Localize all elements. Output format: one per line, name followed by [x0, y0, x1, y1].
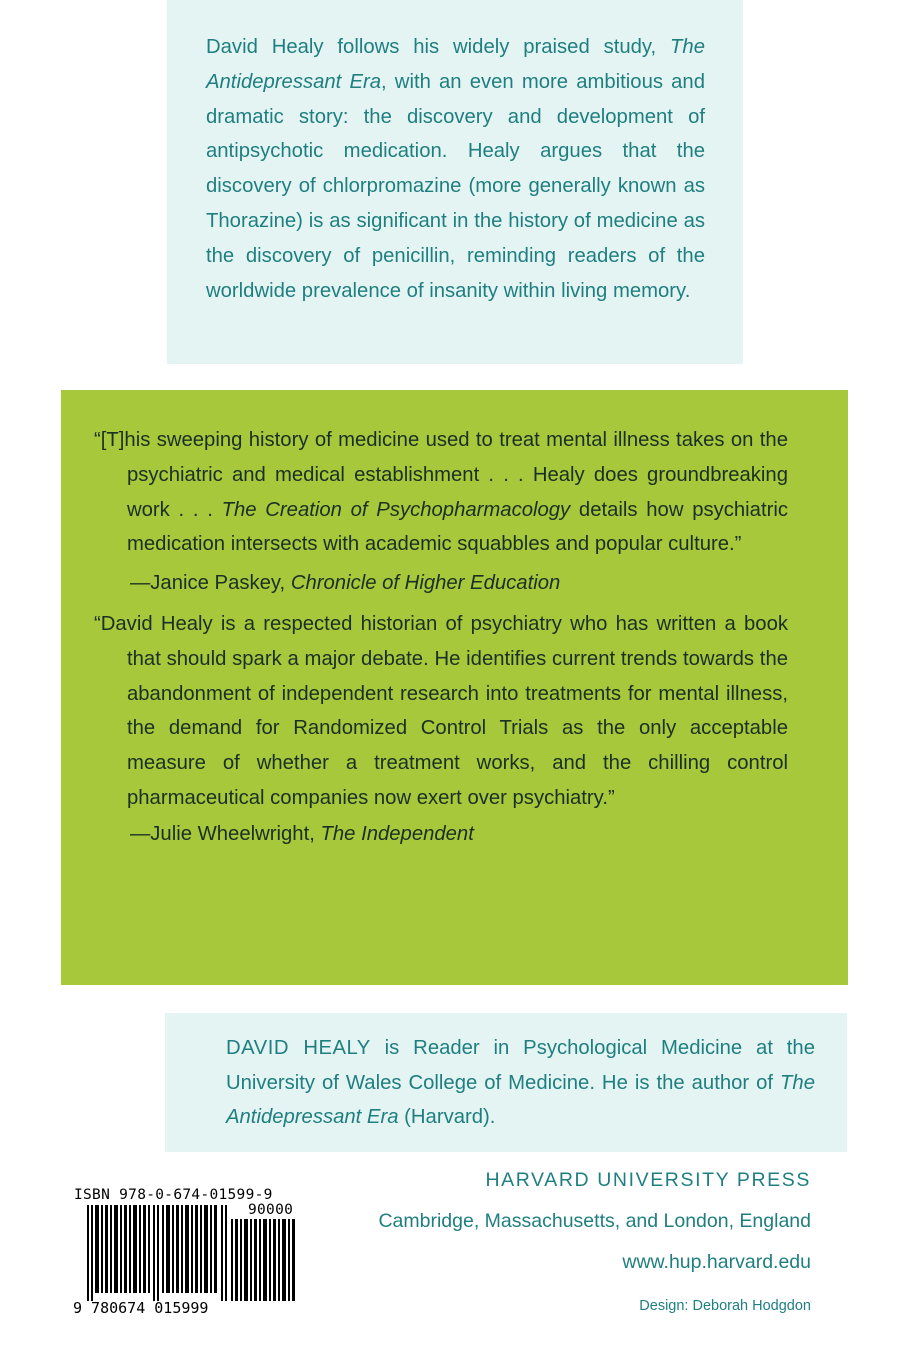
- design-credit: Design: Deborah Hodgdon: [639, 1298, 811, 1314]
- publisher-website: www.hup.harvard.edu: [622, 1251, 811, 1273]
- price-code: 90000: [248, 1202, 294, 1218]
- author-bio-text: DAVID HEALY is Reader in Psychological Medicine at the University of Wales College of Medicine. He is the author of The Antidepressant Era (Harvard).: [226, 1037, 815, 1129]
- review-quote-2: “David Healy is a respected historian of psychiatry who has written a book that should spark a major debate. He identifies current trends towards the abandonment of independent research into treatments for mental illness, the demand for Randomized Control Trials as the only acceptable measure of whether a treatment works, and the chilling control pharmaceutical companies now exert over psychiatry.”: [94, 612, 788, 809]
- author-book-title: The Antidepressant Era: [226, 1071, 815, 1129]
- description-panel: [167, 0, 743, 364]
- barcode-digits: 9 780674 015999: [73, 1299, 209, 1317]
- reviews-panel: [61, 390, 848, 985]
- isbn-label: ISBN 978-0-674-01599-9: [74, 1187, 273, 1203]
- review-quote-1: “[T]his sweeping history of medicine used to treat mental illness takes on the psychiatric and medical establishment . . . Healy does groundbreaking work . . . The Creation of Psychopharmacology details how psychiatric medication intersects with academic squabbles and popular culture.”: [94, 429, 788, 556]
- author-bio-panel: [165, 1013, 847, 1152]
- review-attribution-2: —Julie Wheelwright, The Independent: [130, 822, 474, 845]
- isbn-barcode: [73, 1187, 309, 1323]
- publisher-name: HARVARD UNIVERSITY PRESS: [485, 1169, 811, 1191]
- barcode-bars-main: [87, 1205, 229, 1301]
- book-title: The Antidepressant Era: [206, 36, 705, 93]
- publisher-location: Cambridge, Massachusetts, and London, England: [378, 1210, 811, 1232]
- review-attribution-1: —Janice Paskey, Chronicle of Higher Education: [130, 572, 561, 595]
- reviewed-book-title: The Creation of Psychopharmacology: [221, 498, 571, 521]
- description-text: David Healy follows his widely praised study, The Antidepressant Era, with an even more ambitious and dramatic story: the discovery and development of antipsychotic medication. Healy argues that the discovery of chlorpromazine (more generally known as Thorazine) is as significant in the history of medicine as the discovery of penicillin, reminding readers of the worldwide prevalence of insanity within living memory.: [206, 36, 705, 302]
- author-name: DAVID HEALY: [226, 1037, 371, 1059]
- barcode-bars-addon: [231, 1219, 297, 1301]
